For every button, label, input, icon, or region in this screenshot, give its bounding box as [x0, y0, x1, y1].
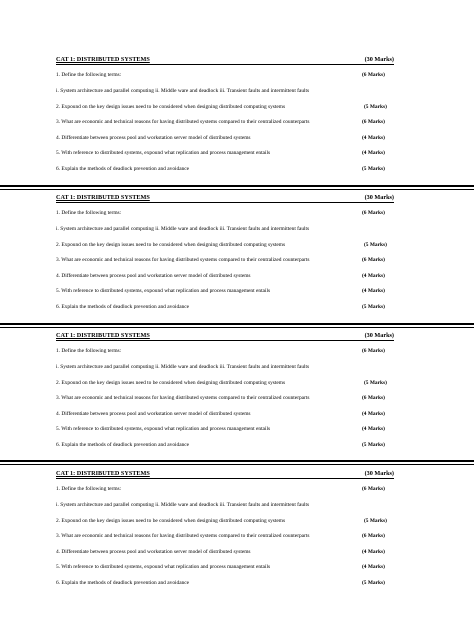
question-text: 6. Explain the methods of deadlock prevention and avoidance — [56, 580, 190, 586]
question-marks: (4 Marks) — [362, 549, 385, 555]
question-text: i. System architecture and parallel computing ii. Middle ware and deadlock iii. Transient faults and intermittent faults — [56, 88, 310, 94]
exam-header — [56, 469, 394, 479]
question-marks: (6 Marks) — [362, 72, 385, 78]
question-text: 1. Define the following terms: — [56, 486, 122, 492]
total-marks: (30 Marks) — [364, 56, 394, 63]
question-text: i. System architecture and parallel computing ii. Middle ware and deadlock iii. Transient faults and intermittent faults — [56, 502, 310, 508]
question-text: 3. What are economic and technical reasons for having distributed systems compared to their centralized counterparts — [56, 395, 310, 401]
question-text: 6. Explain the methods of deadlock prevention and avoidance — [56, 166, 190, 172]
question-text: i. System architecture and parallel computing ii. Middle ware and deadlock iii. Transient faults and intermittent faults — [56, 226, 310, 232]
exam-block — [56, 331, 394, 448]
question-marks: (6 Marks) — [362, 533, 385, 539]
question-text: 4. Differentiate between process pool and workstation server model of distributed systems — [56, 273, 251, 279]
exam-header — [56, 193, 394, 203]
question-marks: (5 Marks) — [364, 104, 387, 110]
question-marks: (4 Marks) — [362, 411, 385, 417]
question-marks: (5 Marks) — [364, 380, 387, 386]
total-marks: (30 Marks) — [364, 470, 394, 477]
question-marks: (6 Marks) — [362, 257, 385, 263]
question-text: 2. Expound on the key design issues need to be considered when designing distributed computing systems — [56, 104, 286, 110]
question-text: 1. Define the following terms: — [56, 348, 122, 354]
question-marks: (4 Marks) — [362, 150, 385, 156]
question-marks: (5 Marks) — [362, 580, 385, 586]
question-text: 1. Define the following terms: — [56, 72, 122, 78]
exam-block — [56, 469, 394, 586]
question-text: 2. Expound on the key design issues need to be considered when designing distributed computing systems — [56, 380, 286, 386]
separator-line — [0, 323, 474, 325]
total-marks: (30 Marks) — [364, 332, 394, 339]
exam-header — [56, 331, 394, 341]
question-marks: (5 Marks) — [364, 242, 387, 248]
question-marks: (5 Marks) — [362, 304, 385, 310]
question-marks: (6 Marks) — [362, 119, 385, 125]
question-text: 6. Explain the methods of deadlock prevention and avoidance — [56, 304, 190, 310]
question-text: 6. Explain the methods of deadlock prevention and avoidance — [56, 442, 190, 448]
question-text: i. System architecture and parallel computing ii. Middle ware and deadlock iii. Transient faults and intermittent faults — [56, 364, 310, 370]
question-text: 4. Differentiate between process pool and workstation server model of distributed systems — [56, 135, 251, 141]
exam-title: CAT 1: DISTRIBUTED SYSTEMS — [56, 56, 150, 63]
question-text: 3. What are economic and technical reasons for having distributed systems compared to their centralized counterparts — [56, 257, 310, 263]
question-marks: (6 Marks) — [362, 486, 385, 492]
separator-line — [0, 460, 474, 462]
question-marks: (6 Marks) — [362, 348, 385, 354]
exam-title: CAT 1: DISTRIBUTED SYSTEMS — [56, 332, 150, 339]
exam-block — [56, 55, 394, 172]
question-text: 5. With reference to distributed systems, expound what replication and process management entails — [56, 426, 271, 432]
question-text: 3. What are economic and technical reasons for having distributed systems compared to their centralized counterparts — [56, 119, 310, 125]
exam-block — [56, 193, 394, 310]
question-marks: (4 Marks) — [362, 426, 385, 432]
question-marks: (5 Marks) — [362, 442, 385, 448]
question-marks: (4 Marks) — [362, 135, 385, 141]
question-text: 2. Expound on the key design issues need to be considered when designing distributed computing systems — [56, 242, 286, 248]
question-marks: (4 Marks) — [362, 273, 385, 279]
question-text: 5. With reference to distributed systems, expound what replication and process management entails — [56, 564, 271, 570]
question-text: 3. What are economic and technical reasons for having distributed systems compared to their centralized counterparts — [56, 533, 310, 539]
question-text: 2. Expound on the key design issues need to be considered when designing distributed computing systems — [56, 518, 286, 524]
question-marks: (4 Marks) — [362, 564, 385, 570]
separator-line — [0, 185, 474, 187]
question-text: 4. Differentiate between process pool and workstation server model of distributed systems — [56, 411, 251, 417]
question-marks: (6 Marks) — [362, 210, 385, 216]
question-text: 1. Define the following terms: — [56, 210, 122, 216]
exam-header — [56, 55, 394, 65]
exam-title: CAT 1: DISTRIBUTED SYSTEMS — [56, 194, 150, 201]
question-text: 5. With reference to distributed systems, expound what replication and process management entails — [56, 288, 271, 294]
question-marks: (6 Marks) — [362, 395, 385, 401]
question-marks: (5 Marks) — [362, 166, 385, 172]
question-text: 5. With reference to distributed systems, expound what replication and process management entails — [56, 150, 271, 156]
total-marks: (30 Marks) — [364, 194, 394, 201]
exam-title: CAT 1: DISTRIBUTED SYSTEMS — [56, 470, 150, 477]
question-text: 4. Differentiate between process pool and workstation server model of distributed systems — [56, 549, 251, 555]
question-marks: (4 Marks) — [362, 288, 385, 294]
question-marks: (5 Marks) — [364, 518, 387, 524]
